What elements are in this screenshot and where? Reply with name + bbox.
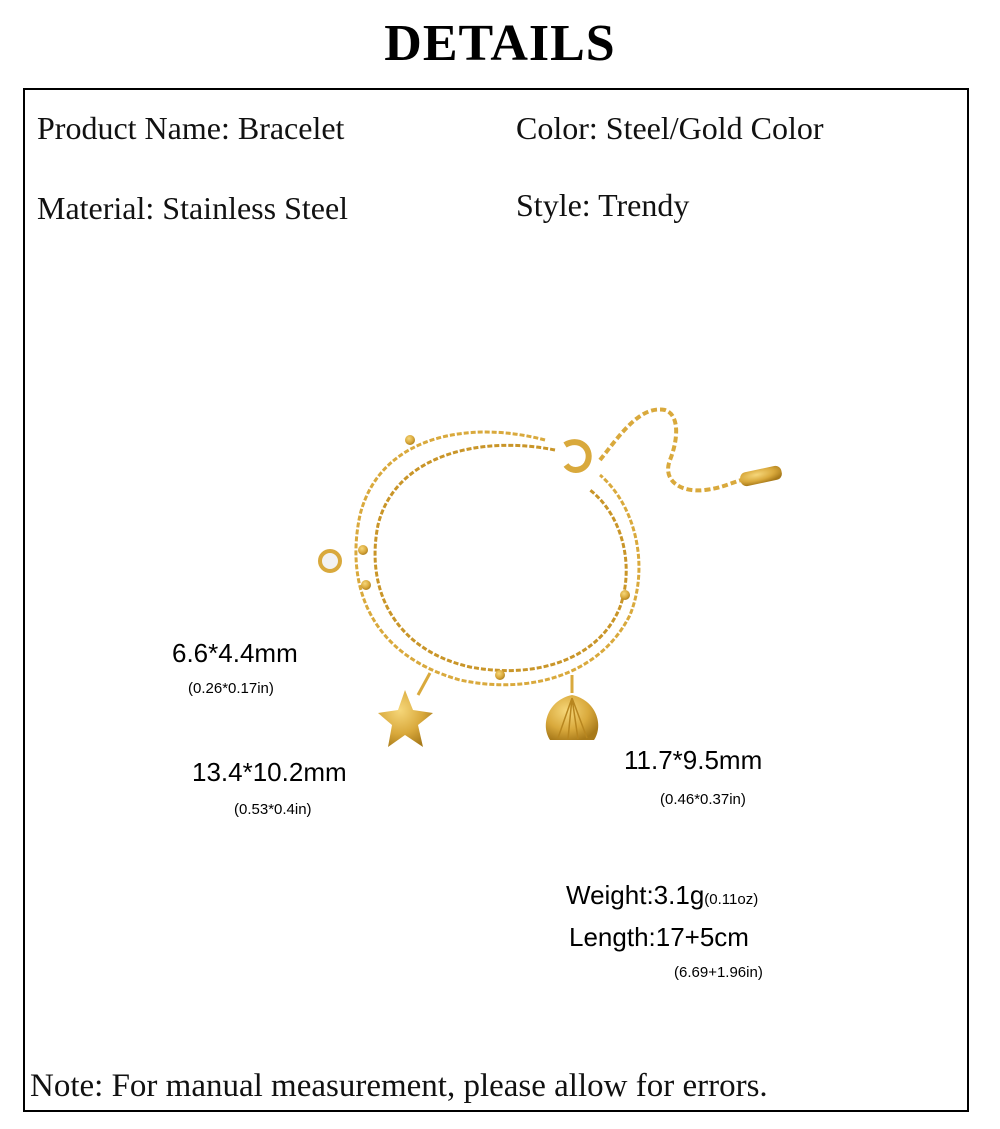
extension-chain [600,409,750,490]
starfish-size-in: (0.53*0.4in) [234,801,312,818]
shell-size-mm: 11.7*9.5mm [624,745,763,775]
lobster-clasp [565,442,589,470]
bead [495,670,505,680]
crystal-size-in: (0.26*0.17in) [188,680,274,697]
spec-style: Style: Trendy [516,187,690,223]
bead [358,545,368,555]
bracelet-image [300,395,800,755]
bead [620,590,630,600]
weight-info [566,880,758,911]
measurement-note: Note: For manual measurement, please allow for errors. [30,1068,768,1104]
outer-chain [356,432,639,685]
weight-label: Weight:3.1g [566,880,705,910]
shell-size-in: (0.46*0.37in) [660,791,746,808]
starfish-size-mm: 13.4*10.2mm [192,757,347,787]
spec-material: Material: Stainless Steel [37,190,349,226]
inner-chain [375,445,626,670]
spec-product-name: Product Name: Bracelet [37,110,345,146]
bead [405,435,415,445]
spec-color: Color: Steel/Gold Color [516,110,824,146]
bead [361,580,371,590]
crystal-charm [320,551,340,571]
weight-oz: (0.11oz) [704,891,759,908]
length-label: Length:17+5cm [569,922,749,952]
page-title: DETAILS [384,15,616,72]
length-in: (6.69+1.96in) [674,964,763,981]
crystal-size-mm: 6.6*4.4mm [172,638,298,668]
starfish-charm [378,690,433,747]
logo-tag [739,465,783,487]
